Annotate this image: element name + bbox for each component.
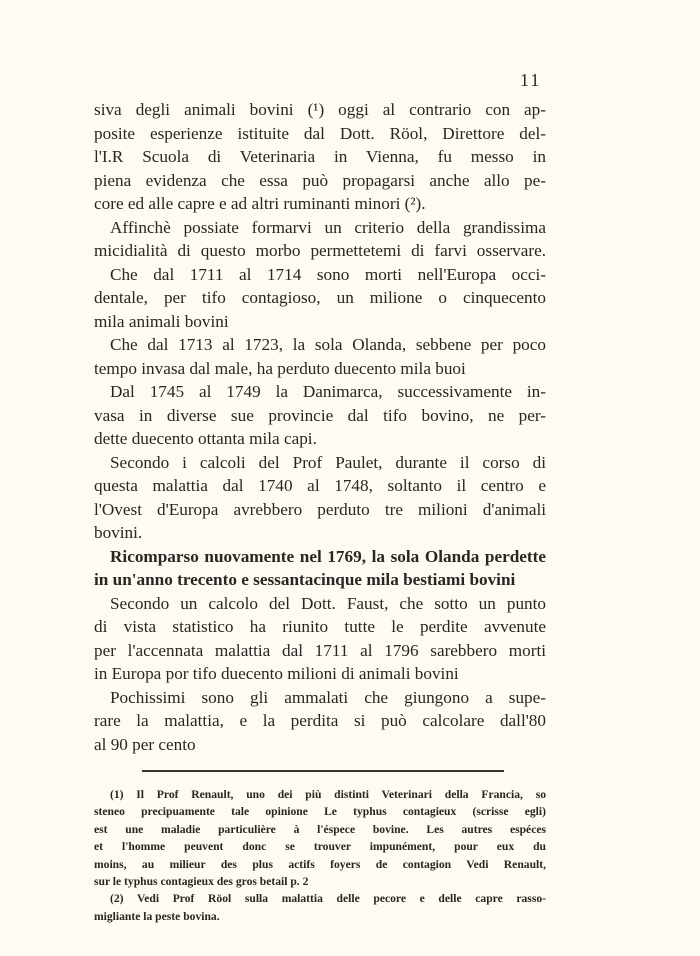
text-line: Che dal 1713 al 1723, la sola Olanda, sebbene per poco: [110, 335, 546, 354]
footnote-2: [94, 890, 546, 925]
text-line: Che dal 1711 al 1714 sono morti nell'Europa occi-: [110, 264, 546, 284]
text-line: core ed alle capre e ad altri ruminanti minori (²).: [94, 194, 426, 213]
footnote-line: (2) Vedi Prof Röol sulla malattia delle pecore e delle capre rasso-: [110, 892, 546, 906]
text-line: in un'anno trecento e sessantacinque mila bestiami bovini: [94, 570, 516, 589]
paragraph-1: [94, 98, 546, 216]
paragraph-7: [94, 545, 546, 592]
text-line: micidialità di questo morbo permettetemi di farvi osservare.: [94, 241, 546, 260]
footnote-line: moins, au milieur des plus actifs foyers de contagion Vedi Renault,: [94, 857, 546, 871]
text-line: Affinchè possiate formarvi un criterio della grandissima: [110, 217, 546, 237]
page-number: 11: [520, 70, 542, 90]
text-line: l'I.R Scuola di Veterinaria in Vienna, fu messo in: [94, 147, 546, 166]
text-line: vasa in diverse sue provincie dal tifo bovino, ne per-: [94, 405, 546, 425]
text-line: dentale, per tifo contagioso, un milione o cinquecento: [94, 288, 546, 307]
text-line: posite esperienze istituite dal Dott. Röol, Direttore del-: [94, 123, 546, 143]
text-line: questa malattia dal 1740 al 1748, soltanto il centro e: [94, 476, 546, 495]
text-line: piena evidenza che essa può propagarsi anche allo pe-: [94, 170, 546, 190]
text-line: rare la malattia, e la perdita si può calcolare dall'80: [94, 711, 546, 730]
footnote-line: steneo precipuamente tale opinione Le typhus contagieux (scrisse egli): [94, 805, 546, 819]
footnotes: [94, 786, 546, 925]
text-line: bovini.: [94, 523, 143, 542]
paragraph-2: [94, 216, 546, 263]
footnote-line: est une maladie particulière à l'éspece bovine. Les autres espéces: [94, 822, 546, 836]
text-line: dette duecento ottanta mila capi.: [94, 429, 317, 448]
footnote-line: et l'homme peuvent donc se trouver impunément, pour eux du: [94, 840, 546, 854]
text-line: di vista statistico ha riunito tutte le perdite avvenute: [94, 617, 546, 636]
text-line: l'Ovest d'Europa avrebbero perduto tre milioni d'animali: [94, 499, 546, 519]
footnote-line: sur le typhus contagieux des gros betail p. 2: [94, 875, 309, 889]
footnote-divider: [142, 770, 504, 772]
text-line: Secondo i calcoli del Prof Paulet, durante il corso di: [110, 452, 546, 472]
footnote-1: [94, 786, 546, 890]
text-line: siva degli animali bovini (¹) oggi al contrario con ap-: [94, 100, 546, 119]
text-line: Ricomparso nuovamente nel 1769, la sola Olanda perdette: [110, 546, 546, 566]
paragraph-5: [94, 380, 546, 451]
paragraph-9: [94, 686, 546, 757]
text-line: tempo invasa dal male, ha perduto duecento mila buoi: [94, 358, 466, 378]
text-line: Pochissimi sono gli ammalati che giungono a supe-: [110, 687, 546, 707]
text-line: Dal 1745 al 1749 la Danimarca, successivamente in-: [110, 382, 546, 401]
paragraph-8: [94, 592, 546, 686]
text-line: mila animali bovini: [94, 311, 229, 331]
body-text: [94, 98, 546, 756]
footnote-line: (1) Il Prof Renault, uno dei più distinti Veterinari della Francia, so: [110, 788, 546, 801]
text-line: per l'accennata malattia dal 1711 al 1796 sarebbero morti: [94, 640, 546, 660]
footnote-line: migliante la peste bovina.: [94, 909, 220, 923]
text-line: al 90 per cento: [94, 734, 196, 754]
paragraph-6: [94, 451, 546, 545]
text-line: in Europa por tifo duecento milioni di animali bovini: [94, 664, 459, 683]
paragraph-4: [94, 333, 546, 380]
paragraph-3: [94, 263, 546, 334]
text-line: Secondo un calcolo del Dott. Faust, che sotto un punto: [110, 593, 546, 613]
